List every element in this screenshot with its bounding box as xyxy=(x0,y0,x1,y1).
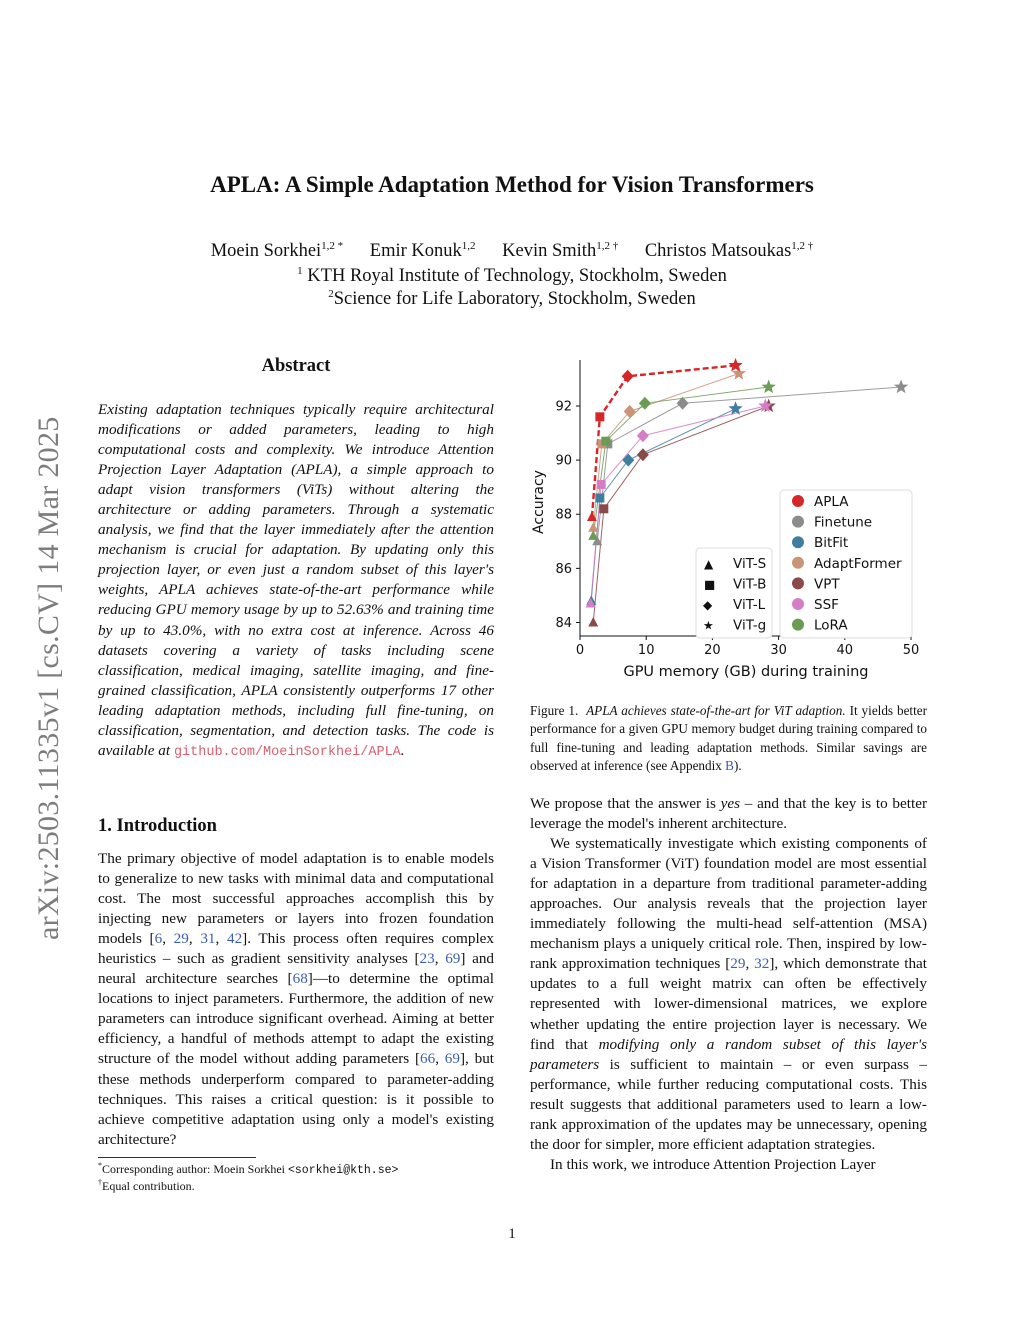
marker-square xyxy=(601,437,610,446)
author-name: Kevin Smith xyxy=(502,241,597,262)
marker-star xyxy=(894,380,908,394)
footnote-equal xyxy=(98,1178,494,1194)
abstract-body: Existing adaptation techniques typically require architectural modifications or added parameters, leading to high computational costs and complexity. We introduce Attention Projection Layer Adaptation (APLA), a simple approach to adapt vision transformers (ViTs) without altering the architecture or adding parameters. Through a systematic analysis, we find that the layer immediately after the attention mechanism is crucial for adaptation. By updating only this projection layer, or even just a random subset of this layer's weights, APLA achieves state-of-the-art performance while reducing GPU memory usage by up to 52.63% and training time by up to 43.0%, with no extra cost at inference. Across 46 datasets covering a variety of tasks including scene classification, medical imaging, satellite imaging, and fine-grained classification, APLA consistently outperforms 17 other leading adaptation methods, including full fine-tuning, on classification, segmentation, and detection tasks. The code is available at xyxy=(98,401,494,759)
footnote-corresponding xyxy=(98,1161,494,1177)
legend-model-label: ViT-L xyxy=(733,597,766,613)
intro-text: , xyxy=(162,930,174,948)
paper-title: APLA: A Simple Adaptation Method for Vision Transformers xyxy=(210,172,814,197)
footnote-mark: * xyxy=(98,1161,102,1170)
footnote-divider xyxy=(98,1157,256,1158)
para-text: We systematically investigate which existing components of a Vision Transformer (ViT) foundation model are most essential for adaptation in a departure from traditional parameter-adding approaches. Our analysis reveals that the projection layer immediately following the multi-head self-attention (MSA) mechanism plays a uniquely critical role. Then, inspired by low-rank approximation techniques [ xyxy=(530,835,927,973)
appendix-link[interactable]: B xyxy=(725,758,734,774)
citation-link[interactable]: 32 xyxy=(754,955,770,973)
legend-dot xyxy=(792,619,804,631)
legend-model-label: ViT-g xyxy=(733,617,767,634)
para-text: We propose that the answer is xyxy=(530,795,721,812)
abstract-heading: Abstract xyxy=(261,356,331,376)
affiliation xyxy=(0,288,1024,310)
introduction-text xyxy=(98,849,494,1150)
x-axis-label: GPU memory (GB) during training xyxy=(623,664,869,680)
citation-link[interactable]: 66 xyxy=(420,1050,436,1068)
legend-model-label: ViT-B xyxy=(733,576,767,593)
legend-method-label: SSF xyxy=(814,597,839,613)
marker-square xyxy=(595,494,604,503)
marker-star xyxy=(762,380,776,394)
para-emphasis: yes xyxy=(720,795,741,812)
y-tick-label: 86 xyxy=(555,561,572,577)
author xyxy=(502,241,618,261)
marker-star xyxy=(728,358,742,372)
citation-link[interactable]: 6 xyxy=(154,930,163,948)
marker-triangle xyxy=(588,617,598,627)
affiliation-mark: 1 xyxy=(297,265,303,277)
citation-link[interactable]: 29 xyxy=(173,930,189,948)
author-list xyxy=(0,240,1024,262)
abstract-text xyxy=(98,400,494,763)
abstract-end: . xyxy=(400,741,405,759)
intro-text: , xyxy=(215,930,227,948)
affiliation-text: KTH Royal Institute of Technology, Stockholm, Sweden xyxy=(302,266,727,287)
x-tick-label: 30 xyxy=(770,643,787,658)
x-tick-label: 0 xyxy=(575,643,585,658)
marker-square xyxy=(599,504,608,513)
legend-method-label: VPT xyxy=(814,576,840,593)
author-name: Moein Sorkhei xyxy=(210,241,322,262)
intro-text: ], but these methods underperform compared to parameter-adding techniques. This raises a critical question: is it possible to achieve competitive adaptation using only a model's existing architecture? xyxy=(98,1050,495,1148)
legend-marker-glyph: ■ xyxy=(704,577,716,592)
series-line xyxy=(593,387,768,536)
x-tick-label: 50 xyxy=(902,643,920,658)
paragraph xyxy=(530,834,927,1155)
legend-marker-glyph: ◆ xyxy=(703,598,713,612)
right-column-text xyxy=(530,794,927,1175)
intro-text: , xyxy=(435,1050,445,1068)
legend-marker-glyph: ★ xyxy=(703,618,714,633)
para-emphasis: modifying only a random subset of this layer's parameters xyxy=(530,1035,927,1073)
legend-model-label: ViT-S xyxy=(733,556,767,572)
marker-diamond xyxy=(637,448,649,461)
citation-link[interactable]: 69 xyxy=(444,1050,460,1068)
x-tick-label: 10 xyxy=(637,643,655,658)
legend-dot xyxy=(792,516,804,528)
legend-method-label: APLA xyxy=(814,494,849,510)
code-link[interactable]: github.com/MoeinSorkhei/APLA xyxy=(173,744,401,760)
paragraph xyxy=(530,794,927,834)
y-tick-label: 88 xyxy=(555,507,572,523)
author-affiliation-mark: 1,2 xyxy=(461,240,476,252)
y-tick-label: 84 xyxy=(555,615,572,631)
author-affiliation-mark: 1,2 * xyxy=(321,240,344,252)
paragraph: In this work, we introduce Attention Projection Layer xyxy=(550,1155,876,1173)
email-link[interactable]: <sorkhei@kth.se> xyxy=(287,1164,399,1177)
author xyxy=(645,241,813,261)
citation-link[interactable]: 31 xyxy=(200,930,216,948)
legend-method-label: Finetune xyxy=(814,514,873,531)
marker-square xyxy=(597,480,606,489)
caption-end: ). xyxy=(733,758,742,774)
y-tick-label: 92 xyxy=(555,399,572,415)
legend-dot xyxy=(792,577,804,589)
page-number: 1 xyxy=(508,1226,516,1242)
marker-diamond xyxy=(622,454,634,467)
intro-text: , xyxy=(434,950,446,968)
x-tick-label: 40 xyxy=(836,643,854,658)
citation-link[interactable]: 42 xyxy=(226,930,243,948)
section-heading-introduction: 1. Introduction xyxy=(98,816,217,836)
author xyxy=(211,241,343,261)
figure-caption xyxy=(530,702,927,776)
author-affiliation-mark: 1,2 † xyxy=(596,240,619,252)
author xyxy=(370,241,476,261)
intro-text: , xyxy=(188,930,201,948)
affiliation-text: Science for Life Laboratory, Stockholm, Sweden xyxy=(333,289,696,310)
affiliation xyxy=(0,265,1024,287)
series-line xyxy=(593,374,739,528)
legend-method-label: AdaptFormer xyxy=(814,555,902,572)
affiliation-mark: 2 xyxy=(328,288,334,300)
author-name: Christos Matsoukas xyxy=(644,241,792,262)
y-axis xyxy=(555,360,580,636)
author-affiliation-mark: 1,2 † xyxy=(791,240,814,252)
intro-text: The primary objective of model adaptation is to enable models to generalize to new tasks with minimal data and computational cost. The most successful approaches accomplish this by injecting new parameters or layers into frozen foundation models [ xyxy=(98,850,494,948)
marker-diamond xyxy=(622,370,634,383)
marker-triangle xyxy=(588,522,598,532)
y-axis-label: Accuracy xyxy=(531,470,547,534)
arxiv-identifier: arXiv:2503.11335v1 [cs.CV] 14 Mar 2025 xyxy=(32,416,65,940)
caption-emphasis: APLA achieves state-of-the-art for ViT adaption. xyxy=(586,703,846,718)
citation-link[interactable]: 69 xyxy=(445,950,461,968)
legend-dot xyxy=(792,495,804,507)
legend-method-label: LoRA xyxy=(814,617,848,634)
x-tick-label: 20 xyxy=(704,643,721,658)
x-axis xyxy=(576,636,919,658)
marker-square xyxy=(595,412,604,421)
footnote-text: Corresponding author: Moein Sorkhei xyxy=(102,1162,288,1176)
citation-link[interactable]: 29 xyxy=(730,955,746,973)
footnote-mark: † xyxy=(98,1178,102,1187)
legend-methods xyxy=(780,490,912,638)
legend-dot xyxy=(792,536,804,548)
citation-link[interactable]: 23 xyxy=(419,950,435,968)
caption-label: Figure 1. xyxy=(530,703,579,718)
legend-marker-glyph: ▲ xyxy=(704,557,714,571)
footnote-text: Equal contribution. xyxy=(102,1179,195,1193)
citation-link[interactable]: 68 xyxy=(292,970,308,988)
legend-dot xyxy=(792,557,804,569)
para-text: – and that the key is to better leverage the model's inherent architecture. xyxy=(530,795,927,833)
y-tick-label: 90 xyxy=(555,453,572,469)
intro-text: ]. This process often requires complex heuristics – such as gradient sensitivity analyses [ xyxy=(98,930,495,968)
legend-dot xyxy=(792,598,804,610)
caption-text: It yields better performance for a given GPU memory budget during training compared to full fine-tuning and leading adaptation methods. Similar savings are observed at inference (see Appendix xyxy=(530,703,928,774)
para-text: is sufficient to maintain – or even surpass – performance, while further reducing computational costs. This result suggests that additional parameters used to learn a low-rank approximation of the updates may be unnecessary, opening the door for simpler, more efficient adaptation strategies. xyxy=(530,1055,927,1153)
figure-chart xyxy=(530,352,930,692)
legend-method-label: BitFit xyxy=(814,535,849,552)
para-text: ], which demonstrate that updates to a full weight matrix can often be effectively represented with lower-dimensional matrices, we explore whether updating the entire projection layer is necessary. We find that xyxy=(530,955,928,1053)
author-name: Emir Konuk xyxy=(369,241,462,262)
para-text: , xyxy=(745,955,755,973)
intro-text: ] and neural architecture searches [ xyxy=(98,950,495,988)
legend-models xyxy=(696,548,772,638)
intro-text: ]—to determine the optimal locations to inject parameters. Furthermore, the addition of new parameters can introduce significant overhead. Aiming at better efficiency, a handful of methods attempt to adapt the existing structure of the model without adding parameters [ xyxy=(98,970,494,1068)
